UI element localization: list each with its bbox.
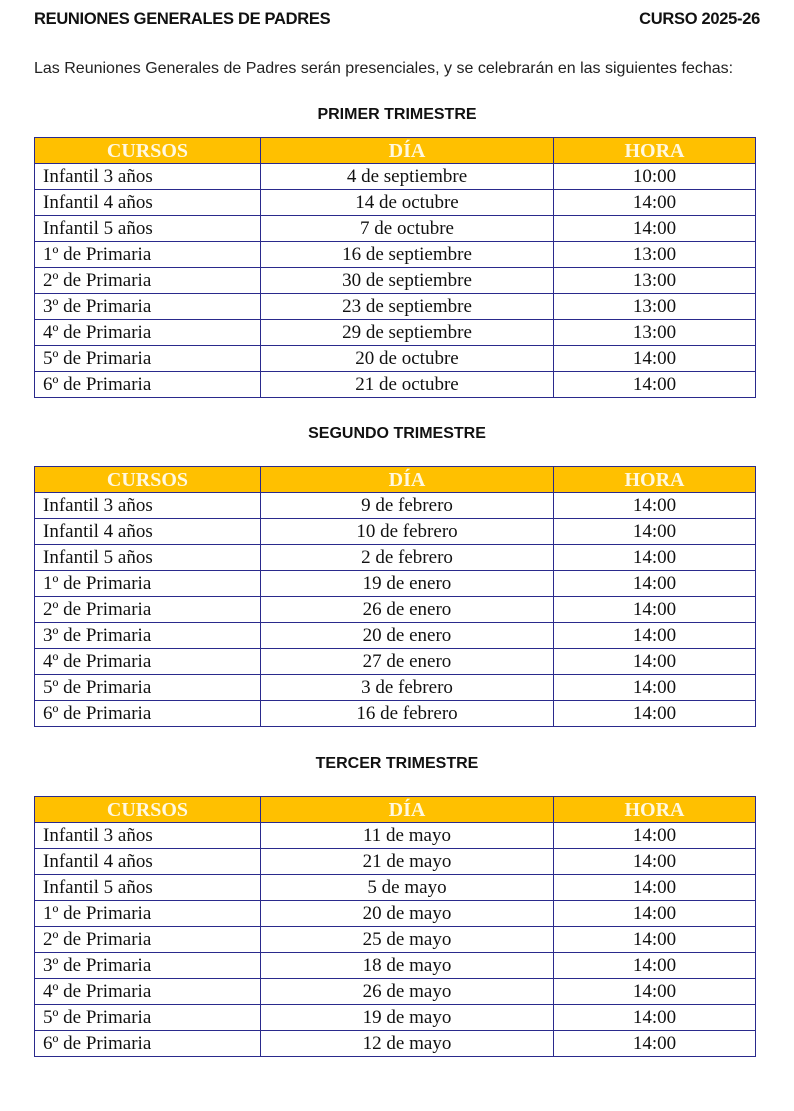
cell-hora: 14:00 bbox=[554, 1005, 756, 1031]
cell-hora: 14:00 bbox=[554, 979, 756, 1005]
cell-hora: 14:00 bbox=[554, 875, 756, 901]
table-row bbox=[35, 545, 756, 571]
table-row bbox=[35, 675, 756, 701]
cell-dia: 26 de mayo bbox=[261, 979, 554, 1005]
cell-curso: 6º de Primaria bbox=[35, 372, 261, 398]
cell-dia: 23 de septiembre bbox=[261, 294, 554, 320]
cell-hora: 14:00 bbox=[554, 1031, 756, 1057]
cell-dia: 7 de octubre bbox=[261, 216, 554, 242]
table-row bbox=[35, 1031, 756, 1057]
cell-hora: 14:00 bbox=[554, 190, 756, 216]
table-header-row bbox=[35, 467, 756, 493]
cell-curso: 2º de Primaria bbox=[35, 927, 261, 953]
cell-curso: 4º de Primaria bbox=[35, 649, 261, 675]
cell-dia: 26 de enero bbox=[261, 597, 554, 623]
table-row bbox=[35, 164, 756, 190]
table-row bbox=[35, 875, 756, 901]
cell-curso: Infantil 4 años bbox=[35, 519, 261, 545]
cell-dia: 2 de febrero bbox=[261, 545, 554, 571]
table-row bbox=[35, 372, 756, 398]
cell-curso: Infantil 3 años bbox=[35, 493, 261, 519]
table-row bbox=[35, 268, 756, 294]
cell-dia: 20 de enero bbox=[261, 623, 554, 649]
table-row bbox=[35, 953, 756, 979]
cell-curso: 4º de Primaria bbox=[35, 979, 261, 1005]
cell-hora: 14:00 bbox=[554, 571, 756, 597]
cell-hora: 14:00 bbox=[554, 519, 756, 545]
table-header-row bbox=[35, 138, 756, 164]
table-row bbox=[35, 519, 756, 545]
cell-curso: 3º de Primaria bbox=[35, 294, 261, 320]
table-row bbox=[35, 320, 756, 346]
table-row bbox=[35, 571, 756, 597]
cell-curso: Infantil 5 años bbox=[35, 875, 261, 901]
section-title-tercer-trimestre: TERCER TRIMESTRE bbox=[315, 755, 479, 772]
cell-hora: 14:00 bbox=[554, 953, 756, 979]
table-row bbox=[35, 294, 756, 320]
table-row bbox=[35, 216, 756, 242]
cell-hora: 14:00 bbox=[554, 849, 756, 875]
cell-curso: 1º de Primaria bbox=[35, 242, 261, 268]
section-title-primer-trimestre: PRIMER TRIMESTRE bbox=[317, 106, 477, 123]
table-row bbox=[35, 597, 756, 623]
cell-dia: 21 de octubre bbox=[261, 372, 554, 398]
schedule-table-segundo-trimestre bbox=[34, 466, 756, 727]
cell-dia: 16 de febrero bbox=[261, 701, 554, 727]
cell-dia: 16 de septiembre bbox=[261, 242, 554, 268]
cell-dia: 10 de febrero bbox=[261, 519, 554, 545]
column-header-dia: DÍA bbox=[261, 797, 554, 823]
cell-hora: 13:00 bbox=[554, 242, 756, 268]
table-row bbox=[35, 623, 756, 649]
table-row bbox=[35, 849, 756, 875]
cell-dia: 18 de mayo bbox=[261, 953, 554, 979]
cell-dia: 12 de mayo bbox=[261, 1031, 554, 1057]
schedule-table-primer-trimestre bbox=[34, 137, 756, 398]
cell-dia: 5 de mayo bbox=[261, 875, 554, 901]
schedule-table-tercer-trimestre bbox=[34, 796, 756, 1057]
table-row bbox=[35, 979, 756, 1005]
cell-hora: 14:00 bbox=[554, 597, 756, 623]
cell-dia: 27 de enero bbox=[261, 649, 554, 675]
cell-curso: 2º de Primaria bbox=[35, 268, 261, 294]
cell-hora: 14:00 bbox=[554, 649, 756, 675]
cell-dia: 19 de enero bbox=[261, 571, 554, 597]
cell-dia: 29 de septiembre bbox=[261, 320, 554, 346]
intro-paragraph: Las Reuniones Generales de Padres serán presenciales, y se celebrarán en las siguientes fechas: bbox=[34, 60, 734, 77]
cell-dia: 4 de septiembre bbox=[261, 164, 554, 190]
cell-dia: 3 de febrero bbox=[261, 675, 554, 701]
cell-curso: 6º de Primaria bbox=[35, 701, 261, 727]
cell-hora: 14:00 bbox=[554, 675, 756, 701]
cell-hora: 14:00 bbox=[554, 493, 756, 519]
table-row bbox=[35, 493, 756, 519]
section-title-segundo-trimestre: SEGUNDO TRIMESTRE bbox=[308, 425, 486, 442]
cell-dia: 20 de octubre bbox=[261, 346, 554, 372]
column-header-cursos: CURSOS bbox=[35, 797, 261, 823]
column-header-cursos: CURSOS bbox=[35, 467, 261, 493]
table-row bbox=[35, 190, 756, 216]
course-year: CURSO 2025-26 bbox=[639, 10, 760, 28]
column-header-hora: HORA bbox=[554, 138, 756, 164]
cell-dia: 20 de mayo bbox=[261, 901, 554, 927]
cell-curso: 5º de Primaria bbox=[35, 346, 261, 372]
cell-curso: 6º de Primaria bbox=[35, 1031, 261, 1057]
cell-hora: 14:00 bbox=[554, 346, 756, 372]
column-header-cursos: CURSOS bbox=[35, 138, 261, 164]
cell-dia: 19 de mayo bbox=[261, 1005, 554, 1031]
cell-curso: Infantil 4 años bbox=[35, 849, 261, 875]
cell-dia: 11 de mayo bbox=[261, 823, 554, 849]
cell-hora: 14:00 bbox=[554, 216, 756, 242]
cell-hora: 14:00 bbox=[554, 545, 756, 571]
column-header-hora: HORA bbox=[554, 467, 756, 493]
cell-hora: 13:00 bbox=[554, 268, 756, 294]
document-title: REUNIONES GENERALES DE PADRES bbox=[34, 10, 331, 28]
cell-curso: 5º de Primaria bbox=[35, 1005, 261, 1031]
cell-hora: 14:00 bbox=[554, 372, 756, 398]
table-row bbox=[35, 701, 756, 727]
cell-curso: 1º de Primaria bbox=[35, 901, 261, 927]
table-header-row bbox=[35, 797, 756, 823]
cell-dia: 14 de octubre bbox=[261, 190, 554, 216]
table-row bbox=[35, 649, 756, 675]
cell-dia: 30 de septiembre bbox=[261, 268, 554, 294]
column-header-hora: HORA bbox=[554, 797, 756, 823]
cell-dia: 9 de febrero bbox=[261, 493, 554, 519]
cell-hora: 14:00 bbox=[554, 701, 756, 727]
table-row bbox=[35, 242, 756, 268]
cell-hora: 10:00 bbox=[554, 164, 756, 190]
table-row bbox=[35, 823, 756, 849]
cell-hora: 14:00 bbox=[554, 901, 756, 927]
cell-hora: 13:00 bbox=[554, 320, 756, 346]
column-header-dia: DÍA bbox=[261, 138, 554, 164]
cell-curso: Infantil 4 años bbox=[35, 190, 261, 216]
cell-hora: 14:00 bbox=[554, 823, 756, 849]
cell-hora: 14:00 bbox=[554, 927, 756, 953]
cell-curso: 1º de Primaria bbox=[35, 571, 261, 597]
cell-curso: 3º de Primaria bbox=[35, 623, 261, 649]
cell-dia: 21 de mayo bbox=[261, 849, 554, 875]
cell-curso: Infantil 5 años bbox=[35, 545, 261, 571]
cell-hora: 13:00 bbox=[554, 294, 756, 320]
cell-curso: 2º de Primaria bbox=[35, 597, 261, 623]
table-row bbox=[35, 901, 756, 927]
cell-curso: 5º de Primaria bbox=[35, 675, 261, 701]
cell-curso: 4º de Primaria bbox=[35, 320, 261, 346]
cell-hora: 14:00 bbox=[554, 623, 756, 649]
cell-curso: 3º de Primaria bbox=[35, 953, 261, 979]
cell-curso: Infantil 5 años bbox=[35, 216, 261, 242]
cell-dia: 25 de mayo bbox=[261, 927, 554, 953]
cell-curso: Infantil 3 años bbox=[35, 823, 261, 849]
cell-curso: Infantil 3 años bbox=[35, 164, 261, 190]
table-row bbox=[35, 346, 756, 372]
table-row bbox=[35, 927, 756, 953]
column-header-dia: DÍA bbox=[261, 467, 554, 493]
table-row bbox=[35, 1005, 756, 1031]
